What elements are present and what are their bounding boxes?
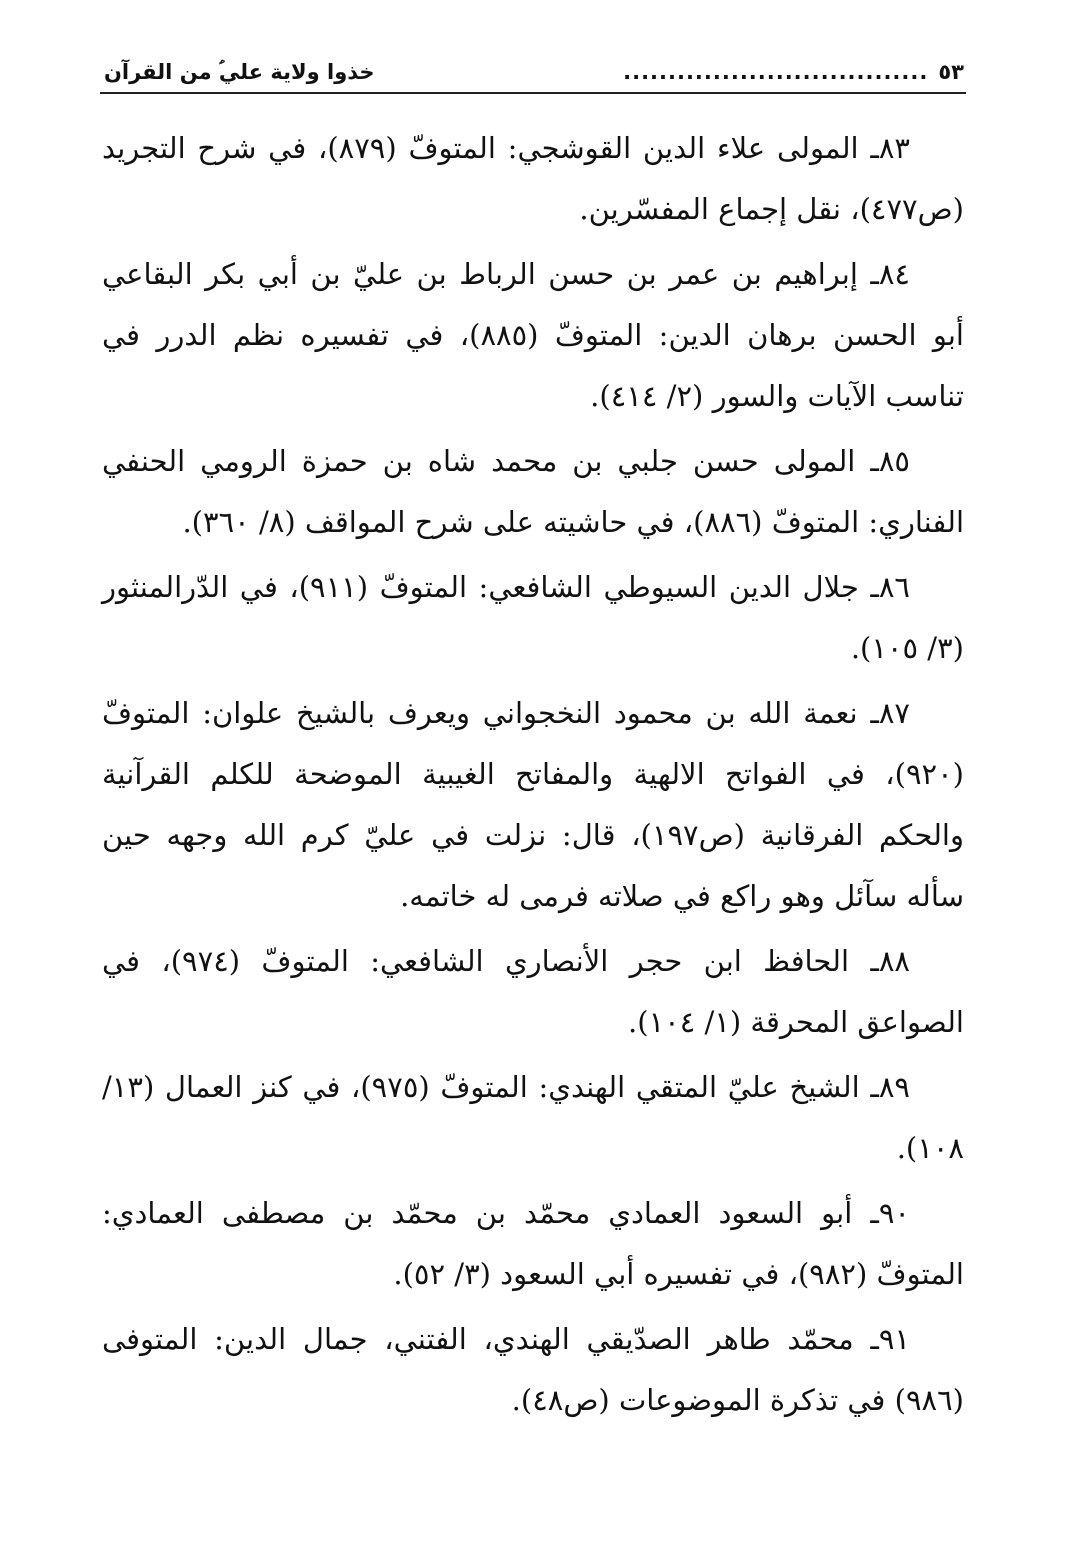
book-title: خذوا ولاية علي‌ؑ من القرآن — [104, 59, 375, 84]
entry-89: ٨٩ـ الشيخ عليّ المتقي الهندي: المتوفّ (٩٧٥)، في كنز العمال (١٣/ ١٠٨). — [102, 1070, 964, 1165]
running-header — [104, 44, 964, 84]
entry-86: ٨٦ـ جلال الدين السيوطي الشافعي: المتوفّ (٩١١)، في الدّرالمنثور (٣/ ١٠٥). — [102, 570, 964, 665]
page-body — [102, 118, 964, 1435]
entry-87: ٨٧ـ نعمة الله بن محمود النخجواني ويعرف بالشيخ علوان: المتوفّ (٩٢٠)، في الفواتح الالهية والمفاتح الغيبية الموضحة للكلم القرآنية والحكم الفرقانية (ص١٩٧)، قال: نزلت في عليّ كرم الله وجهه حين سأله سآئل وهو راكع في صلاته فرمى له خاتمه. — [102, 696, 964, 913]
entry-85: ٨٥ـ المولى حسن جلبي بن محمد شاه بن حمزة الرومي الحنفي الفناري: المتوفّ (٨٨٦)، في حاشيته على شرح المواقف (٨/ ٣٦٠). — [102, 444, 964, 539]
page-number: ٥٣ — [938, 59, 964, 84]
entry-84: ٨٤ـ إبراهيم بن عمر بن حسن الرباط بن عليّ بن أبي بكر البقاعي أبو الحسن برهان الدين: المتوفّ (٨٨٥)، في تفسيره نظم الدرر في تناسب الآيات والسور (٢/ ٤١٤). — [102, 257, 964, 413]
header-rule — [100, 92, 966, 94]
entry-88: ٨٨ـ الحافظ ابن حجر الأنصاري الشافعي: المتوفّ (٩٧٤)، في الصواعق المحرقة (١/ ١٠٤). — [102, 944, 964, 1039]
entry-91: ٩١ـ محمّد طاهر الصدّيقي الهندي، الفتني، جمال الدين: المتوفى (٩٨٦) في تذكرة الموضوعات (ص٤٨). — [102, 1322, 964, 1417]
entry-83: ٨٣ـ المولى علاء الدين القوشجي: المتوفّ (٨٧٩)، في شرح التجريد (ص٤٧٧)، نقل إجماع المفسّرين. — [102, 131, 964, 226]
leader-dots: .................................. — [623, 60, 929, 84]
entry-90: ٩٠ـ أبو السعود العمادي محمّد بن محمّد بن مصطفى العمادي: المتوفّ (٩٨٢)، في تفسيره أبي السعود (٣/ ٥٢). — [102, 1196, 964, 1291]
